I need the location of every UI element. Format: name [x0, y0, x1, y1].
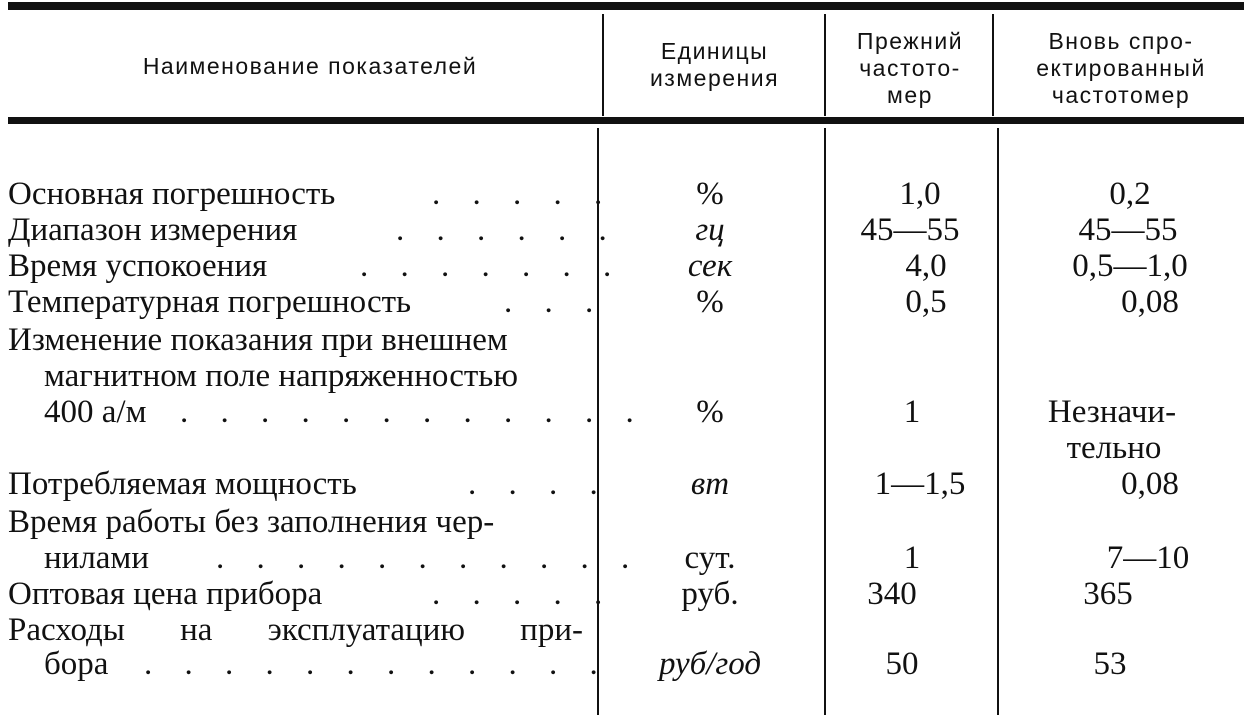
row-old-value: 0,5: [905, 284, 947, 320]
column-divider: [992, 14, 994, 116]
row-unit: руб.: [681, 576, 739, 612]
row-old-value: 4,0: [905, 248, 947, 284]
leader-dots: . . . . . . . . . . . .: [144, 646, 610, 682]
row-name: Изменение показания при внешнем: [8, 322, 508, 358]
header-old-line: мер: [887, 82, 933, 108]
header-new-line: частотомер: [1051, 82, 1191, 108]
row-new-value: Незначи-: [1047, 394, 1177, 430]
row-name-continuation: бора: [44, 646, 109, 682]
row-name: Время успокоения: [8, 248, 268, 284]
row-unit: руб/год: [658, 646, 762, 682]
row-old-value: 340: [867, 576, 917, 612]
row-unit: %: [696, 176, 724, 212]
header-name-text: Наименование показателей: [142, 53, 478, 79]
row-old-value: 1—1,5: [874, 466, 966, 502]
row-unit: гц: [695, 212, 725, 248]
column-divider: [997, 128, 999, 715]
leader-dots: . . . . . .: [396, 212, 619, 248]
leader-dots: . . .: [504, 284, 606, 320]
row-old-value: 1,0: [899, 176, 941, 212]
row-unit: вт: [690, 466, 730, 502]
row-new-value: 365: [1083, 576, 1133, 612]
header-name: [60, 53, 560, 80]
row-unit: %: [696, 284, 724, 320]
header-old-line: Прежний: [856, 28, 964, 54]
row-name: Диапазон измерения: [8, 212, 298, 248]
row-new-value: 0,08: [1121, 284, 1179, 320]
row-unit: %: [696, 394, 724, 430]
row-old-value: 1: [903, 394, 921, 430]
leader-dots: . . . . .: [432, 576, 615, 612]
table-top-rule: [8, 2, 1244, 10]
row-unit: сут.: [684, 540, 736, 576]
row-name-continuation: магнитном поле напряженностью: [44, 358, 518, 394]
row-new-value: 0,5—1,0: [1072, 248, 1188, 284]
row-new-value-continuation: тельно: [1066, 430, 1162, 466]
column-divider: [602, 14, 604, 116]
row-name: Основная погрешность: [8, 176, 336, 212]
row-name: Потребляемая мощность: [8, 466, 357, 502]
row-name: Время работы без заполнения чер-: [8, 504, 495, 540]
row-new-value: 0,08: [1121, 466, 1179, 502]
row-name: Температурная погрешность: [8, 284, 412, 320]
header-units-line: Единицы: [660, 38, 769, 64]
row-name-continuation: 400 а/м: [44, 394, 147, 430]
row-new-value: 7—10: [1106, 540, 1190, 576]
row-new-value: 45—55: [1078, 212, 1178, 248]
row-name: Оптовая цена прибора: [8, 576, 323, 612]
leader-dots: . . . . . . . . . . .: [216, 540, 642, 576]
header-new-line: Вновь спро-: [1048, 28, 1194, 54]
row-name: Расходы на эксплуатацию при-: [8, 612, 583, 648]
header-old-line: частото-: [859, 55, 961, 81]
header-bottom-rule: [8, 117, 1244, 124]
leader-dots: . . . . .: [432, 176, 615, 212]
header-new: [998, 28, 1244, 109]
leader-dots: . . . . . . .: [360, 248, 624, 284]
column-divider: [824, 14, 826, 116]
row-old-value: 1: [903, 540, 921, 576]
row-old-value: 45—55: [860, 212, 960, 248]
header-old: [830, 28, 990, 109]
leader-dots: . . . .: [468, 466, 610, 502]
row-name-continuation: нилами: [44, 540, 149, 576]
header-new-line: ектированный: [1036, 55, 1206, 81]
leader-dots: . . . . . . . . . . . .: [180, 394, 646, 430]
row-old-value: 50: [885, 646, 919, 682]
header-units: [612, 38, 817, 92]
row-unit: сек: [687, 248, 733, 284]
row-new-value: 53: [1093, 646, 1127, 682]
header-units-line: измерения: [649, 65, 780, 91]
column-divider: [824, 128, 826, 715]
row-new-value: 0,2: [1109, 176, 1151, 212]
